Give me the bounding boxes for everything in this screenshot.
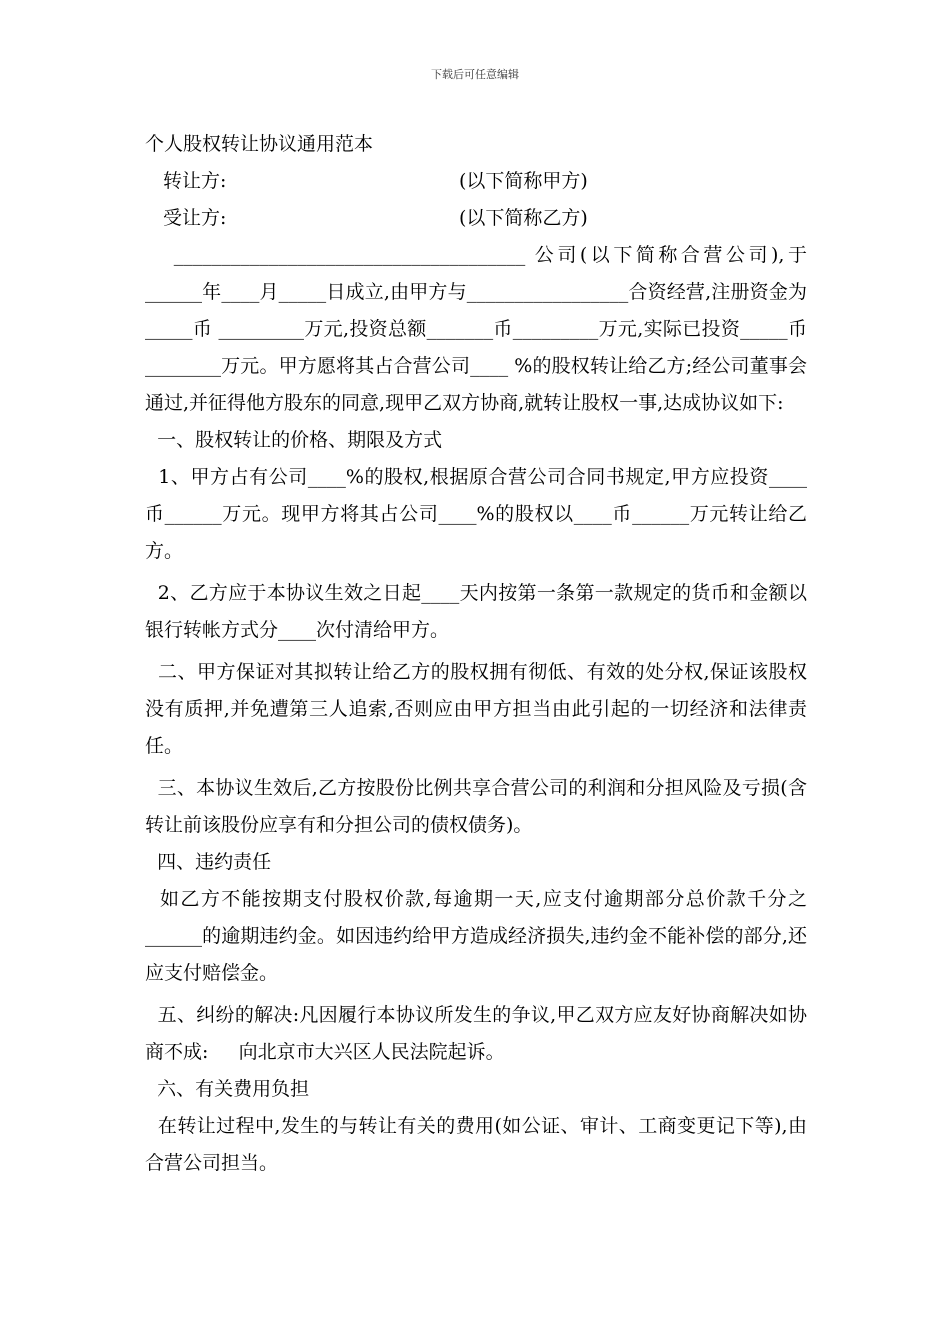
party-label: 受让方:: [163, 207, 227, 229]
clause-breach: 如乙方不能按期支付股权价款,每逾期一天,应支付逾期部分总价款千分之______的逾期违约金。如因违约给甲方造成经济损失,违约金不能补偿的部分,还应支付赔偿金。: [145, 888, 807, 984]
clause-1-1: 1、甲方占有公司____%的股权,根据原合营公司合同书规定,甲方应投资____币______万元。现甲方将其占公司____%的股权以____币______万元转让给乙方。: [145, 466, 807, 562]
clause-fees: 在转让过程中,发生的与转让有关的费用(如公证、审计、工商变更记下等),由合营公司担当。: [145, 1115, 807, 1174]
section-heading-price: 一、股权转让的价格、期限及方式: [145, 429, 443, 451]
document-body: [145, 126, 807, 1182]
party-note: (以下简称乙方): [459, 207, 588, 229]
party-row-transferor: [145, 163, 807, 200]
document-title: 个人股权转让协议通用范本: [145, 133, 374, 155]
page-header-note: 下载后可任意编辑: [431, 68, 519, 81]
clause-1-2: 2、乙方应于本协议生效之日起____天内按第一条第一款规定的货币和金额以银行转帐方式分____次付清给甲方。: [145, 582, 807, 641]
section-2-guarantee: 二、甲方保证对其拟转让给乙方的股权拥有彻低、有效的处分权,保证该股权没有质押,并免遭第三人追索,否则应由甲方担当由此引起的一切经济和法律责任。: [145, 661, 807, 757]
section-3-effect: 三、本协议生效后,乙方按股份比例共享合营公司的利润和分担风险及亏损(含转让前该股份应享有和分担公司的债权债务)。: [145, 777, 807, 836]
party-row-transferee: [145, 200, 807, 237]
party-note: (以下简称甲方): [459, 170, 588, 192]
party-label: 转让方:: [163, 170, 227, 192]
section-heading-fees: 六、有关费用负担: [145, 1078, 310, 1100]
section-heading-breach: 四、违约责任: [145, 851, 272, 873]
section-5-dispute: 五、纠纷的解决:凡因履行本协议所发生的争议,甲乙双方应友好协商解决如协商不成: 向北京市大兴区人民法院起诉。: [145, 1004, 807, 1063]
intro-paragraph: _____________________________________ 公司(以下简称合营公司),于______年____月_____日成立,由甲方与_________________合资经营,注册资金为_____币 _________万元,投资总额_______币_________万元,实际已投资_____币________万元。甲方愿将其占合营公司____ %的股权转让给乙方;经公司董事会通过,并征得他方股东的同意,现甲乙双方协商,就转让股权一事,达成协议如下:: [145, 244, 808, 414]
